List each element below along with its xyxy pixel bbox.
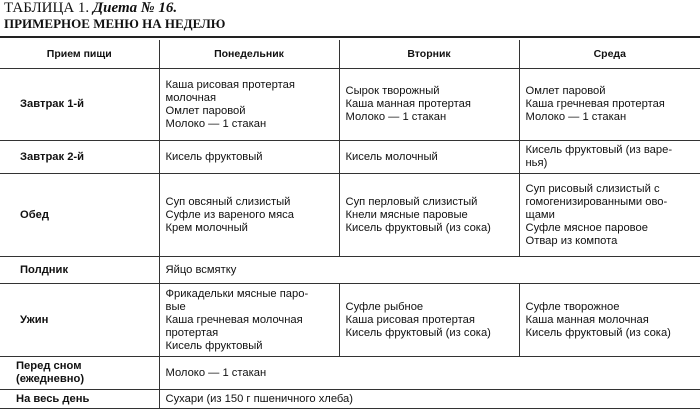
meal-name: Завтрак 1-й	[0, 69, 159, 141]
header-tuesday: Вторник	[339, 40, 519, 69]
menu-line: Суфле творожное	[525, 300, 620, 313]
menu-line: Омлет паровой	[165, 104, 246, 117]
table-row	[0, 69, 700, 141]
menu-line: Кисель фруктовый (из сока)	[525, 326, 671, 339]
table-row	[0, 357, 700, 390]
menu-line: Суфле из вареного мяса	[165, 208, 294, 221]
meal-name	[0, 357, 159, 390]
meal-name: Завтрак 2-й	[0, 141, 159, 174]
menu-line: Кисель фруктовый (из сока)	[345, 326, 491, 339]
menu-line: гомогенизированными ово-	[525, 195, 668, 208]
weekly-menu-table	[0, 40, 700, 409]
meal-name-line: (ежедневно)	[16, 373, 85, 385]
menu-line: Молоко — 1 стакан	[345, 111, 447, 123]
menu-cell-wednesday	[519, 69, 700, 141]
menu-line: Суфле рыбное	[345, 300, 424, 313]
menu-line: Кнели мясные паровые	[345, 208, 468, 221]
meal-name: Обед	[0, 174, 159, 257]
menu-line: Каша гречневая молочная	[165, 313, 303, 326]
menu-line: Суп перловый слизистый	[345, 195, 478, 208]
table-caption	[4, 0, 177, 16]
menu-line: Фрикадельки мясные паро-	[165, 287, 309, 300]
menu-cell-monday	[159, 284, 339, 357]
meal-name: На весь день	[0, 390, 159, 409]
header-monday: Понедельник	[159, 40, 339, 69]
menu-line: Кисель фруктовый	[165, 150, 263, 163]
menu-line: Молоко — 1 стакан	[525, 111, 627, 123]
menu-line: Отвар из компота	[525, 234, 618, 247]
menu-line: Кисель молочный	[345, 150, 438, 163]
menu-line: Кисель фруктовый	[165, 339, 263, 352]
menu-cell-tuesday	[339, 174, 519, 257]
menu-cell-all-days	[159, 357, 700, 390]
menu-cell-tuesday	[339, 69, 519, 141]
table-row	[0, 284, 700, 357]
menu-cell-wednesday	[519, 141, 700, 174]
menu-line: Сухари (из 150 г пшеничного хлеба)	[165, 392, 354, 405]
table-subtitle: ПРИМЕРНОЕ МЕНЮ НА НЕДЕЛЮ	[4, 16, 226, 31]
table-row	[0, 141, 700, 174]
table-row	[0, 390, 700, 409]
menu-line: Кисель фруктовый (из варе-	[525, 144, 673, 156]
menu-line: Кисель фруктовый (из сока)	[345, 221, 491, 234]
menu-cell-monday	[159, 174, 339, 257]
menu-line: Молоко — 1 стакан	[165, 366, 267, 379]
menu-cell-wednesday	[519, 174, 700, 257]
menu-line: Каша рисовая протертая	[345, 313, 475, 326]
header-row	[0, 40, 700, 69]
menu-cell-monday	[159, 141, 339, 174]
header-meal: Прием пищи	[0, 40, 159, 69]
caption-diet: Диета № 16.	[92, 0, 178, 16]
table-row	[0, 257, 700, 284]
meal-name-line: Перед сном	[16, 360, 82, 372]
menu-line: Омлет паровой	[525, 85, 606, 97]
table-row	[0, 174, 700, 257]
menu-line: нья)	[525, 157, 548, 169]
caption-prefix: ТАБЛИЦА 1.	[4, 0, 90, 16]
menu-line: Сырок творожный	[345, 85, 440, 97]
menu-line: Каша манная молочная	[525, 313, 649, 326]
menu-line: Суфле мясное паровое	[525, 221, 648, 234]
menu-cell-all-days	[159, 257, 700, 284]
menu-line: молочная	[165, 91, 217, 104]
menu-line: Суп овсяный слизистый	[165, 195, 291, 208]
menu-cell-tuesday	[339, 284, 519, 357]
menu-line: Каша гречневая протертая	[525, 98, 665, 110]
meal-name: Полдник	[0, 257, 159, 284]
menu-line: Каша манная протертая	[345, 98, 471, 110]
menu-cell-tuesday	[339, 141, 519, 174]
menu-cell-monday	[159, 69, 339, 141]
menu-line: Молоко — 1 стакан	[165, 117, 267, 130]
menu-line: Каша рисовая протертая	[165, 78, 295, 91]
title-divider	[0, 36, 700, 38]
menu-line: щами	[525, 208, 555, 221]
menu-line: вые	[165, 300, 186, 313]
menu-line: Крем молочный	[165, 221, 248, 234]
menu-line: протертая	[165, 326, 219, 339]
menu-line: Суп рисовый слизистый с	[525, 182, 660, 195]
meal-name: Ужин	[0, 284, 159, 357]
menu-line: Яйцо всмятку	[165, 263, 237, 276]
menu-cell-wednesday	[519, 284, 700, 357]
header-wednesday: Среда	[519, 40, 700, 69]
menu-cell-all-days	[159, 390, 700, 409]
